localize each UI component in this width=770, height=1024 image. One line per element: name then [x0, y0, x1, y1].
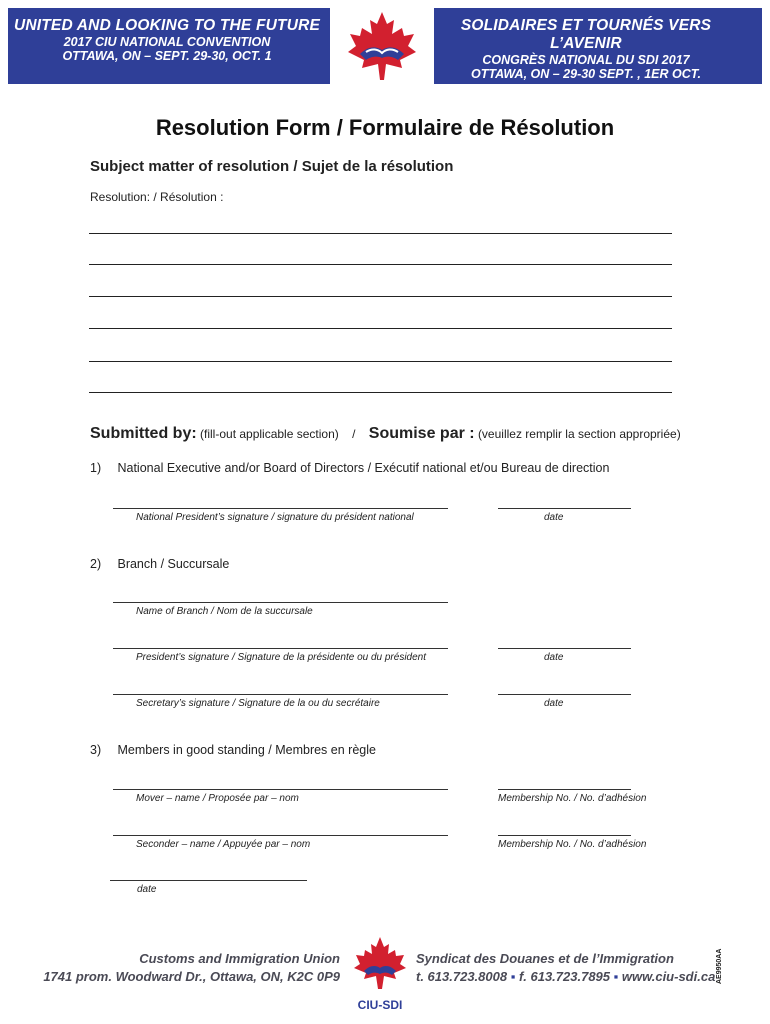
subject-heading: Subject matter of resolution / Sujet de la résolution	[90, 158, 454, 175]
footer-address: 1741 prom. Woodward Dr., Ottawa, ON, K2C 0P9	[43, 968, 340, 984]
section-2-number: 2)	[90, 557, 102, 571]
banner-fr-slogan: SOLIDAIRES ET TOURNÉS VERS L’AVENIR	[460, 17, 712, 52]
footer-contact-line	[416, 968, 715, 986]
section-3-date-line[interactable]	[110, 880, 307, 881]
banner-english-text	[8, 17, 326, 64]
seconder-name-line[interactable]	[113, 835, 448, 836]
resolution-line-2[interactable]	[89, 264, 672, 265]
section-3-number: 3)	[90, 743, 102, 757]
submitted-by-label: Submitted by:	[90, 425, 197, 442]
soumise-par-label: Soumise par :	[368, 425, 475, 442]
section-1-number: 1)	[90, 461, 102, 475]
branch-name-line[interactable]	[113, 602, 448, 603]
section-2-title: Branch / Succursale	[117, 557, 230, 571]
footer-english-address	[0, 950, 340, 985]
resolution-line-4[interactable]	[89, 328, 672, 329]
submitted-by-note: (fill-out applicable section)	[200, 427, 339, 441]
ciu-sdi-logo-icon	[350, 935, 410, 999]
footer-french-contact	[416, 950, 715, 985]
convention-banner	[8, 8, 762, 84]
footer-union-name-en: Customs and Immigration Union	[139, 951, 340, 966]
president-signature-caption: President’s signature / Signature de la présidente ou du président	[136, 652, 427, 663]
president-signature-line[interactable]	[113, 648, 448, 649]
resolution-label: Resolution: / Résolution :	[90, 190, 224, 204]
resolution-line-1[interactable]	[89, 233, 672, 234]
document-code: AE9950AA	[716, 948, 723, 984]
submitted-separator: /	[352, 427, 356, 441]
footer-telephone: t. 613.723.8008	[416, 968, 508, 984]
maple-leaf-handshake-emblem	[330, 8, 434, 84]
national-president-signature-caption: National President’s signature / signature du président national	[136, 512, 414, 523]
national-president-signature-line[interactable]	[113, 508, 448, 509]
resolution-line-6[interactable]	[89, 392, 672, 393]
secretary-signature-caption: Secretary’s signature / Signature de la ou du secrétaire	[136, 698, 380, 709]
section-1-title: National Executive and/or Board of Directors / Exécutif national et/ou Bureau de direction	[117, 461, 610, 475]
footer-bullet-1: ▪	[510, 968, 516, 984]
resolution-line-5[interactable]	[89, 361, 672, 362]
banner-fr-event: CONGRÈS NATIONAL DU SDI 2017	[482, 52, 690, 67]
section-1-date-caption: date	[544, 512, 564, 523]
seconder-membership-caption: Membership No. / No. d’adhésion	[498, 839, 647, 850]
section-3-date-caption: date	[137, 884, 157, 895]
mover-name-caption: Mover – name / Proposée par – nom	[136, 793, 299, 804]
footer-fax: f. 613.723.7895	[518, 968, 611, 984]
banner-fr-dates: OTTAWA, ON – 29-30 SEPT. , 1ER OCT.	[471, 67, 701, 81]
secretary-date-caption: date	[544, 698, 564, 709]
banner-en-dates: OTTAWA, ON – SEPT. 29-30, OCT. 1	[62, 49, 272, 64]
footer-website[interactable]: www.ciu-sdi.ca	[621, 968, 716, 984]
submitted-by-row	[90, 425, 681, 443]
seconder-membership-line[interactable]	[498, 835, 631, 836]
form-title: Resolution Form / Formulaire de Résolution	[155, 115, 615, 140]
footer-union-name-fr: Syndicat des Douanes et de l’Immigration	[416, 951, 674, 966]
document-code-wrap	[716, 948, 728, 1024]
section-2-heading	[90, 557, 229, 571]
president-date-caption: date	[544, 652, 564, 663]
banner-french-text	[436, 17, 736, 81]
branch-name-caption: Name of Branch / Nom de la succursale	[136, 606, 313, 617]
section-1-heading	[90, 461, 609, 475]
banner-en-event: 2017 CIU NATIONAL CONVENTION	[63, 34, 271, 49]
secretary-date-line[interactable]	[498, 694, 631, 695]
banner-en-slogan: UNITED AND LOOKING TO THE FUTURE	[13, 17, 321, 34]
mover-membership-line[interactable]	[498, 789, 631, 790]
secretary-signature-line[interactable]	[113, 694, 448, 695]
mover-name-line[interactable]	[113, 789, 448, 790]
president-date-line[interactable]	[498, 648, 631, 649]
seconder-name-caption: Seconder – name / Appuyée par – nom	[136, 839, 311, 850]
mover-membership-caption: Membership No. / No. d’adhésion	[498, 793, 647, 804]
section-3-title: Members in good standing / Membres en règle	[117, 743, 376, 757]
ciu-sdi-logo-text: CIU-SDI	[357, 998, 403, 1012]
section-3-heading	[90, 743, 376, 757]
resolution-line-3[interactable]	[89, 296, 672, 297]
soumise-par-note: (veuillez remplir la section appropriée)	[477, 427, 681, 441]
footer-bullet-2: ▪	[613, 968, 619, 984]
section-1-date-line[interactable]	[498, 508, 631, 509]
